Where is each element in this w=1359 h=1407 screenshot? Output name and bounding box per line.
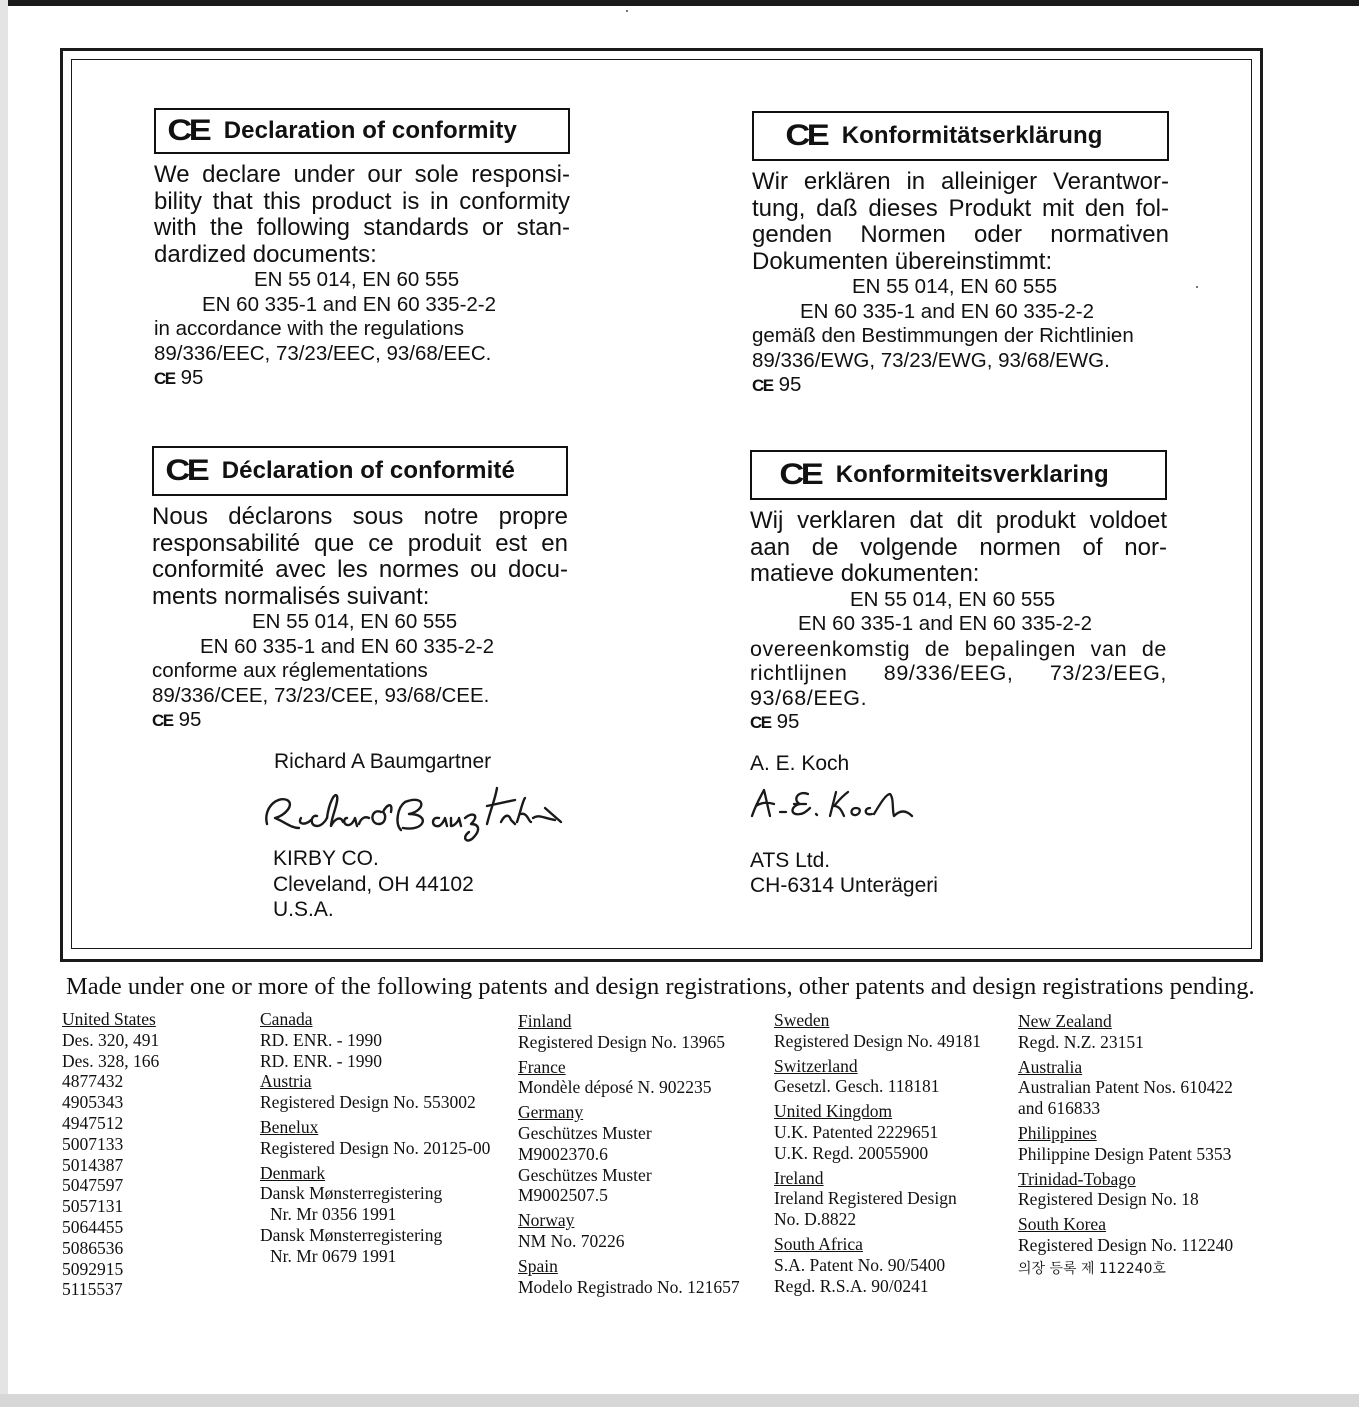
patent-line: Philippine Design Patent 5353 [1018, 1143, 1232, 1164]
regulations: 89/336/EEC, 73/23/EEC, 93/68/EEC. [154, 341, 492, 365]
patent-line: and 616833 [1018, 1098, 1101, 1119]
patent-line: Geschützes Muster [518, 1164, 652, 1185]
patent-line: RD. ENR. - 1990 [260, 1050, 383, 1071]
company-name: KIRBY CO. [273, 847, 379, 870]
scan-speck [626, 10, 628, 12]
country-name: Finland [518, 1011, 572, 1031]
patent-line: Des. 320, 491 [62, 1029, 160, 1050]
ce-year: 95 [776, 710, 800, 733]
ce-mark-icon: CE [752, 376, 773, 395]
declaration-text: Wir erklären in alleiniger Verantwor-tung, daß dieses Produkt mit den fol-genden Normen oder normativen Dokumenten übereinstimmt: [752, 168, 1169, 275]
ce-mark-icon: CE [165, 454, 207, 487]
company-city: Cleveland, OH 44102 [273, 873, 474, 896]
standards-line-1: EN 55 014, EN 60 555 [254, 268, 460, 291]
signer-name: A. E. Koch [750, 752, 850, 775]
patent-line: 5115537 [62, 1279, 123, 1300]
heading-english [154, 108, 570, 154]
ce-mark-icon: CE [154, 369, 175, 388]
patent-line: Registered Design No. 49181 [774, 1030, 982, 1051]
patent-line: M9002507.5 [518, 1185, 608, 1206]
country-name: United Kingdom [774, 1101, 893, 1122]
country-name: South Korea [1018, 1214, 1106, 1235]
signer-name: Richard A Baumgartner [274, 750, 492, 773]
country-name: Norway [518, 1210, 575, 1231]
patent-line: Mondèle déposé N. 902235 [518, 1077, 712, 1098]
regulations: 89/336/EWG, 73/23/EWG, 93/68/EWG. [752, 348, 1110, 372]
patent-line: RD. ENR. - 1990 [260, 1029, 383, 1050]
country-name: Denmark [260, 1162, 326, 1183]
signature-baumgartner [255, 778, 575, 850]
patent-line-korean: 의장 등록 제 112240호 [1018, 1260, 1166, 1277]
country-name: Austria [260, 1071, 312, 1092]
patent-line: No. D.8822 [774, 1209, 857, 1230]
patent-line: 5014387 [62, 1154, 124, 1175]
ce-mark-icon: CE [785, 119, 827, 152]
patent-line: S.A. Patent No. 90/5400 [774, 1254, 946, 1275]
patent-line: Geschützes Muster [518, 1122, 652, 1143]
patent-line: Nr. Mr 0679 1991 [270, 1245, 397, 1266]
patent-line: Registered Design No. 13965 [518, 1031, 726, 1052]
regulations-intro: conforme aux réglementations [152, 659, 428, 682]
ce-mark-icon: CE [750, 713, 771, 732]
patents-column-5 [1018, 1011, 1233, 1280]
patent-line: Regd. R.S.A. 90/0241 [774, 1275, 929, 1296]
ce-year-line [752, 373, 1169, 399]
ce-year: 95 [778, 373, 802, 396]
country-name: Sweden [774, 1010, 830, 1030]
patent-line: 5057131 [62, 1196, 124, 1217]
company-city: CH-6314 Unterägeri [750, 874, 938, 897]
country-name: Switzerland [774, 1055, 858, 1076]
standards-line-2: EN 60 335-1 and EN 60 335-2-2 [800, 299, 1095, 323]
patent-line: Dansk Mønsterregistering [260, 1224, 443, 1245]
patent-line: 5086536 [62, 1237, 124, 1258]
regulations-intro: in accordance with the regulations [154, 317, 464, 340]
declaration-text: Nous déclarons sous notre propre responsabilité que ce produit est en conformité avec les normes ou docu-ments normalisés suivant: [152, 503, 568, 610]
standards-line-1: EN 55 014, EN 60 555 [852, 275, 1058, 298]
patent-line: M9002370.6 [518, 1143, 608, 1164]
signature-koch [744, 780, 944, 830]
patent-line: 4947512 [62, 1112, 124, 1133]
patent-line: Dansk Mønsterregistering [260, 1183, 443, 1204]
heading-dutch [750, 450, 1167, 500]
patent-line: Registered Design No. 18 [1018, 1189, 1199, 1210]
heading-german [752, 111, 1169, 161]
company-country: U.S.A. [273, 898, 334, 921]
ce-year: 95 [178, 708, 202, 731]
ce-year: 95 [180, 366, 204, 389]
standards-line-1: EN 55 014, EN 60 555 [252, 610, 458, 633]
heading-title: Declaration of conformity [223, 117, 517, 144]
page-edge-bottom [0, 1394, 1359, 1407]
declaration-text: We declare under our sole responsi-bility that this product is in conformity with the following standards or stan-dardized documents: [154, 161, 570, 268]
country-name: Trinidad-Tobago [1018, 1168, 1136, 1189]
patents-column-4 [774, 1010, 981, 1296]
patent-line: Registered Design No. 112240 [1018, 1234, 1234, 1255]
ce-year-line [152, 708, 568, 734]
country-name: Ireland [774, 1167, 824, 1188]
patent-line: Gesetzl. Gesch. 118181 [774, 1076, 940, 1097]
regulations: overeenkomstig de bepalingen van de richtlijnen 89/336/EEG, 73/23/EEG, 93/68/EEG. [750, 636, 1167, 710]
patent-line: Australian Patent Nos. 610422 [1018, 1077, 1233, 1098]
patent-line: Des. 328, 166 [62, 1050, 160, 1071]
country-name: France [518, 1056, 566, 1077]
declaration-french [152, 446, 568, 734]
declaration-german [752, 111, 1169, 399]
patent-line: 4877432 [62, 1071, 124, 1092]
country-name: Philippines [1018, 1122, 1097, 1143]
patent-line: Modelo Registrado No. 121657 [518, 1276, 740, 1297]
patents-title: Made under one or more of the following patents and design registrations, other patents and design registrations pending. [66, 973, 1255, 1000]
country-name: Canada [260, 1009, 313, 1029]
standards-line-1: EN 55 014, EN 60 555 [850, 587, 1056, 611]
heading-title: Konformitätserklärung [841, 122, 1103, 149]
heading-french [152, 446, 568, 496]
patents-column-1 [62, 1009, 159, 1300]
heading-title: Déclaration of conformité [221, 457, 515, 484]
patents-column-3 [518, 1011, 740, 1297]
patent-line: Nr. Mr 0356 1991 [270, 1204, 397, 1225]
patent-line: Regd. N.Z. 23151 [1018, 1031, 1144, 1052]
patent-line: Ireland Registered Design [774, 1188, 957, 1209]
patent-line: 5047597 [62, 1175, 124, 1196]
regulations-intro: gemäß den Bestimmungen der Richtlinien [752, 324, 1134, 347]
scan-speck [1196, 286, 1198, 288]
ce-mark-icon: CE [152, 711, 173, 730]
page-edge-left [0, 0, 8, 1407]
declaration-text: Wij verklaren dat dit produkt voldoet aan de volgende normen of nor-matieve dokumenten: [750, 507, 1167, 587]
country-name: Benelux [260, 1116, 319, 1137]
declaration-dutch [750, 450, 1167, 736]
country-name: United States [62, 1009, 156, 1029]
standards-line-2: EN 60 335-1 and EN 60 335-2-2 [798, 612, 1093, 635]
country-name: South Africa [774, 1233, 863, 1254]
page-edge-top [0, 0, 1359, 6]
country-name: Germany [518, 1102, 584, 1123]
ce-year-line [750, 710, 1167, 736]
patent-line: Registered Design No. 553002 [260, 1092, 476, 1113]
patent-line: 5064455 [62, 1216, 124, 1237]
country-name: Australia [1018, 1056, 1083, 1077]
patents-column-2 [260, 1009, 490, 1267]
company-name: ATS Ltd. [750, 849, 831, 872]
patent-line: NM No. 70226 [518, 1230, 625, 1251]
ce-year-line [154, 366, 570, 392]
ce-mark-icon: CE [779, 458, 821, 491]
regulations: 89/336/CEE, 73/23/CEE, 93/68/CEE. [152, 683, 490, 707]
patent-line: U.K. Regd. 20055900 [774, 1142, 929, 1163]
country-name: Spain [518, 1255, 558, 1276]
ce-mark-icon: CE [167, 114, 209, 147]
country-name: New Zealand [1018, 1011, 1112, 1031]
standards-line-2: EN 60 335-1 and EN 60 335-2-2 [202, 292, 497, 316]
patent-line: Registered Design No. 20125-00 [260, 1137, 491, 1158]
patent-line: 4905343 [62, 1092, 124, 1113]
standards-line-2: EN 60 335-1 and EN 60 335-2-2 [200, 634, 495, 658]
patent-line: 5007133 [62, 1133, 124, 1154]
heading-title: Konformiteitsverklaring [835, 461, 1109, 488]
patent-line: U.K. Patented 2229651 [774, 1121, 939, 1142]
declaration-english [154, 108, 570, 392]
patent-line: 5092915 [62, 1258, 124, 1279]
